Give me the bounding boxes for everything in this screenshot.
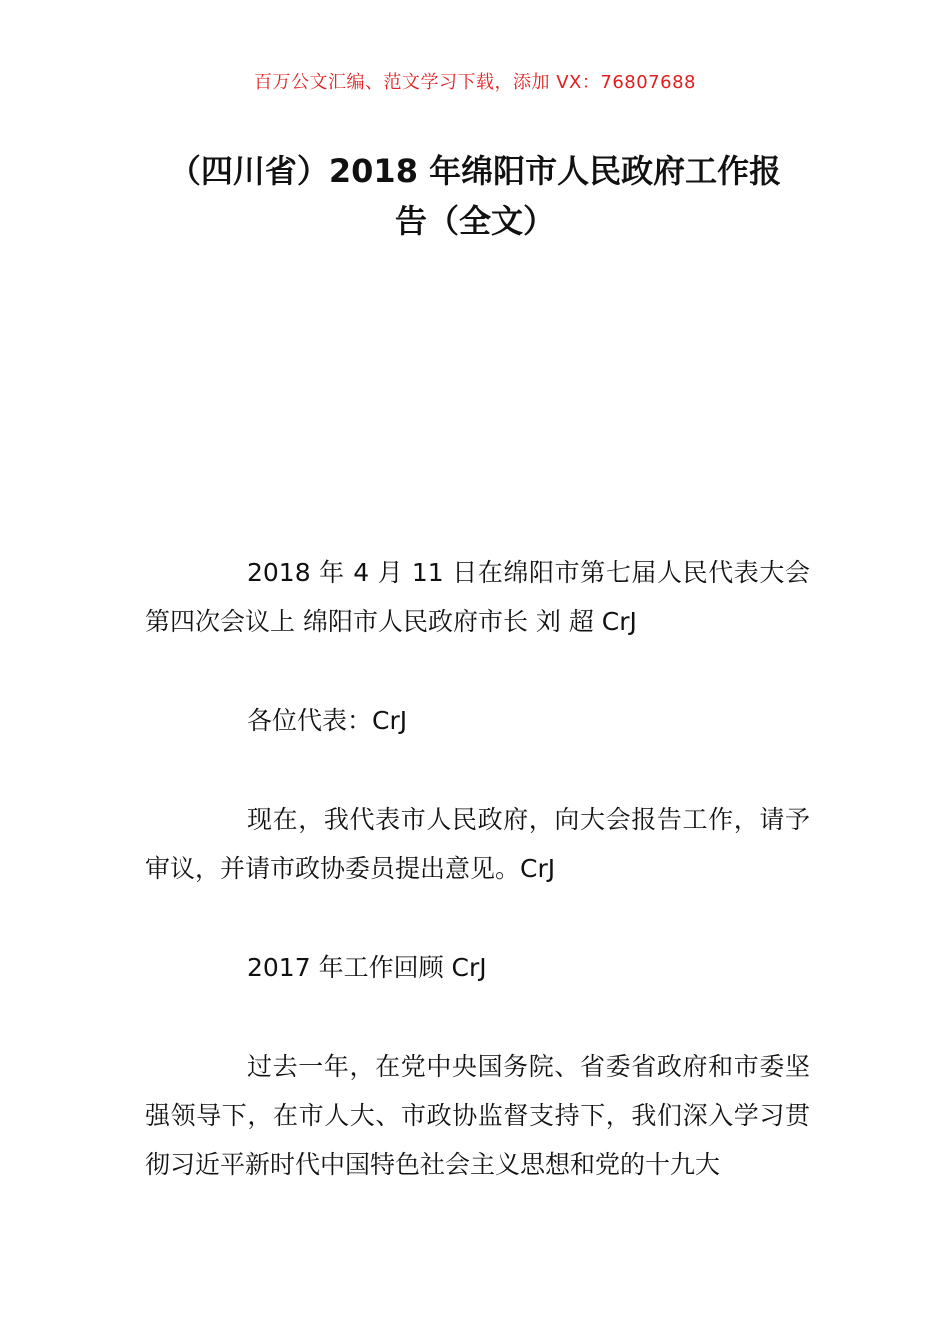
paragraph-opening: 现在，我代表市人民政府，向大会报告工作，请予审议，并请市政协委员提出意见。CrJ bbox=[145, 805, 810, 883]
paragraph-meeting-info: 2018 年 4 月 11 日在绵阳市第七届人民代表大会第四次会议上 绵阳市人民政府市长 刘 超 CrJ bbox=[145, 558, 810, 636]
document-title bbox=[140, 146, 810, 246]
section-heading-review: 2017 年工作回顾 CrJ bbox=[247, 953, 487, 982]
title-line-1: （四川省）2018 年绵阳市人民政府工作报 bbox=[168, 152, 782, 190]
title-line-2: 告（全文） bbox=[394, 202, 555, 240]
header-note: 百万公文汇编、范文学习下载，添加 VX：76807688 bbox=[254, 72, 696, 93]
document-body bbox=[145, 548, 810, 1239]
paragraph-salutation: 各位代表：CrJ bbox=[247, 706, 408, 735]
paragraph-review: 过去一年，在党中央国务院、省委省政府和市委坚强领导下，在市人大、市政协监督支持下，我们深入学习贯彻习近平新时代中国特色社会主义思想和党的十九大 bbox=[145, 1052, 810, 1179]
